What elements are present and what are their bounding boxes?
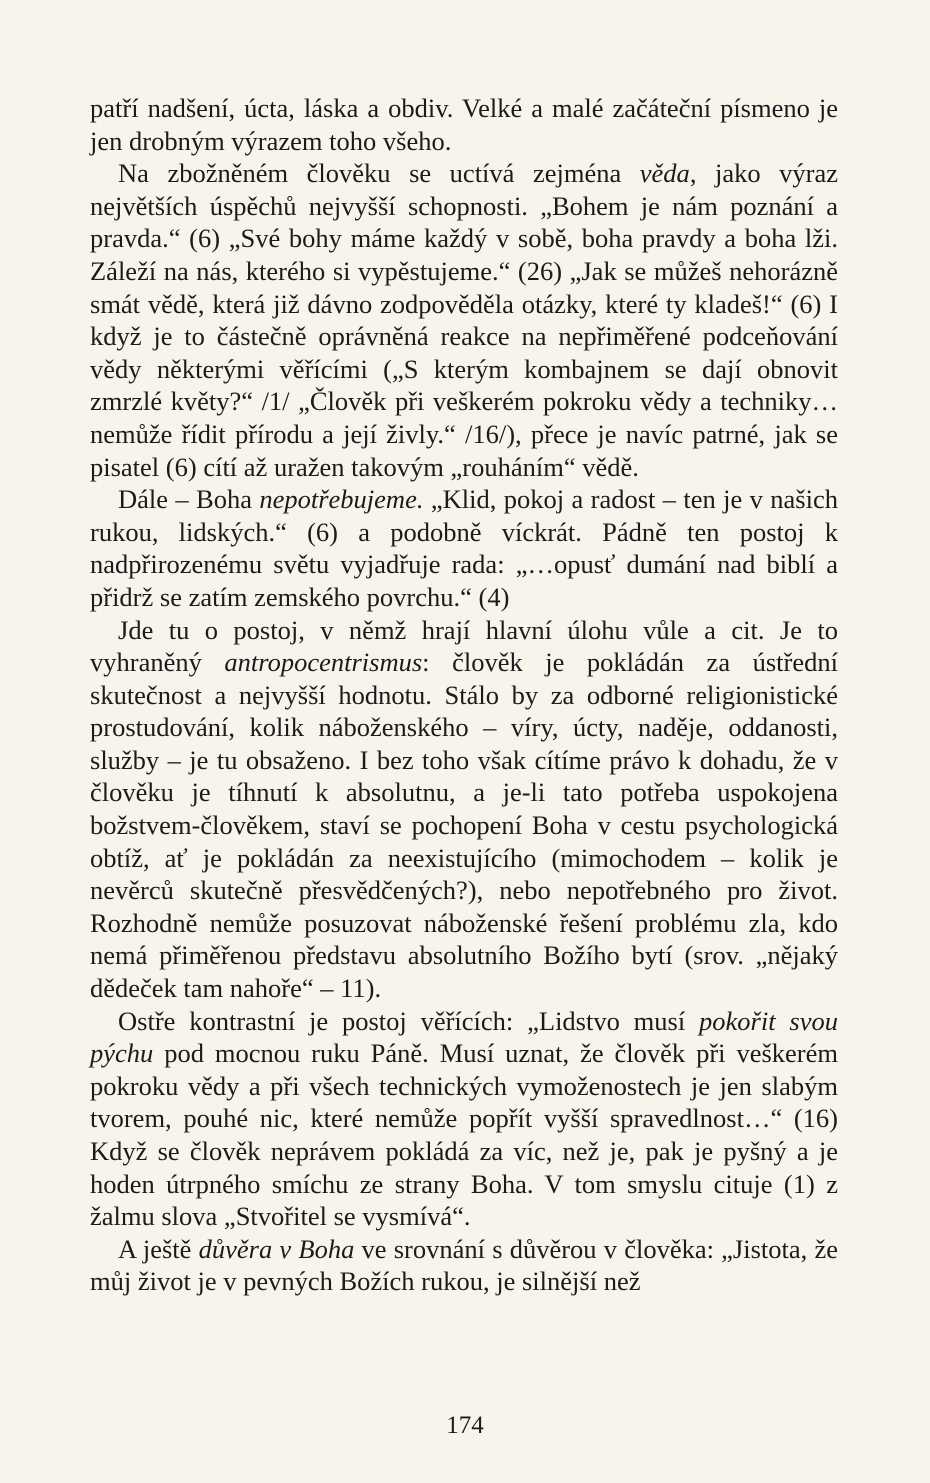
text-run: Ostře kontrastní je postoj věřících: „Lidstvo musí (118, 1005, 700, 1036)
italic-text: antropocentrismus (224, 647, 423, 678)
text-run: , jako výraz největších úspěchů nejvyšší schopnosti. „Bohem je nám poznání a pravda.“ (6) „Své bohy máme každý v sobě, boha pravdy a boha lži. Záleží na nás, kterého si vypěstujeme.“ (26) „Jak se můžeš nehorázně smát vědě, která již dávno zodpověděla otázky, které ty kladeš!“ (6) I když je to částečně oprávněná reakce na nepřiměřené podceňování vědy některými věřícími („S kterým kombajnem se dají obnovit zmrzlé květy?“ /1/ „Člověk při veškerém pokroku vědy a techniky… nemůže řídit přírodu a její živly.“ /16/), přece je navíc patrné, jak se pisatel (6) cítí až uražen takovým „rouháním“ vědě. (90, 158, 838, 482)
text-run: ve srovnání s důvěrou v člověka: „Jistota, že můj život je v pevných Božích rukou, je silnější než (90, 1233, 838, 1297)
paragraph (90, 92, 838, 157)
paragraph (90, 1233, 838, 1298)
paragraph (90, 157, 838, 483)
italic-text: pokořit svou pýchu (90, 1005, 838, 1069)
paragraph (90, 483, 838, 613)
italic-text: věda (639, 158, 690, 189)
paragraph (90, 1005, 838, 1233)
text-run: pod mocnou ruku Páně. Musí uznat, že člověk při veškerém pokroku vědy a při všech technických vymoženostech je jen slabým tvorem, pouhé nic, které nemůže popřít vyšší spravedlnost…“ (16) Když se člověk neprávem pokládá za víc, než je, pak je pyšný a je hoden útrpného smíchu ze strany Boha. V tom smyslu cituje (1) z žalmu slova „Stvořitel se vysmívá“. (90, 1038, 838, 1232)
text-run: patří nadšení, úcta, láska a obdiv. Velké a malé začáteční písmeno je jen drobným výrazem toho všeho. (90, 93, 838, 156)
paragraph (90, 614, 838, 1005)
page-number: 174 (446, 1412, 484, 1439)
italic-text: nepotřebujeme. (259, 484, 424, 515)
text-run: Jde tu o postoj, v němž hrají hlavní úlohu vůle a cit. Je to vyhraněný (90, 614, 838, 678)
text-run: A ještě (118, 1233, 199, 1264)
italic-text: důvěra v Boha (198, 1233, 355, 1264)
book-page-text (90, 92, 838, 1298)
text-run: Dále – Boha (118, 484, 260, 515)
text-run: : člověk je pokládán za ústřední skutečnost a nejvyšší hodnotu. Stálo by za odborné religionistické prostudování, kolik náboženského – víry, úcty, naděje, oddanosti, služby – je tu obsaženo. I bez toho však cítíme právo k dohadu, že v člověku je tíhnutí k absolutnu, a je-li tato potřeba uspokojena božstvem-člověkem, staví se pochopení Boha v cestu psychologická obtíž, ať je pokládán za neexistujícího (mimochodem – kolik je nevěrců skutečně přesvědčených?), nebo nepotřebného pro život. Rozhodně nemůže posuzovat náboženské řešení problému zla, kdo nemá přiměřenou představu absolutního Božího bytí (srov. „nějaký dědeček tam nahoře“ – 11). (90, 647, 838, 1004)
text-run: „Klid, pokoj a radost – ten je v našich rukou, lidských.“ (6) a podobně víckrát. Pádně ten postoj k nadpřirozenému světu vyjadřuje rada: „…opusť dumání nad biblí a přidrž se zatím zemského povrchu.“ (4) (90, 484, 838, 612)
text-run: Na zbožněném člověku se uctívá zejména (118, 158, 640, 189)
